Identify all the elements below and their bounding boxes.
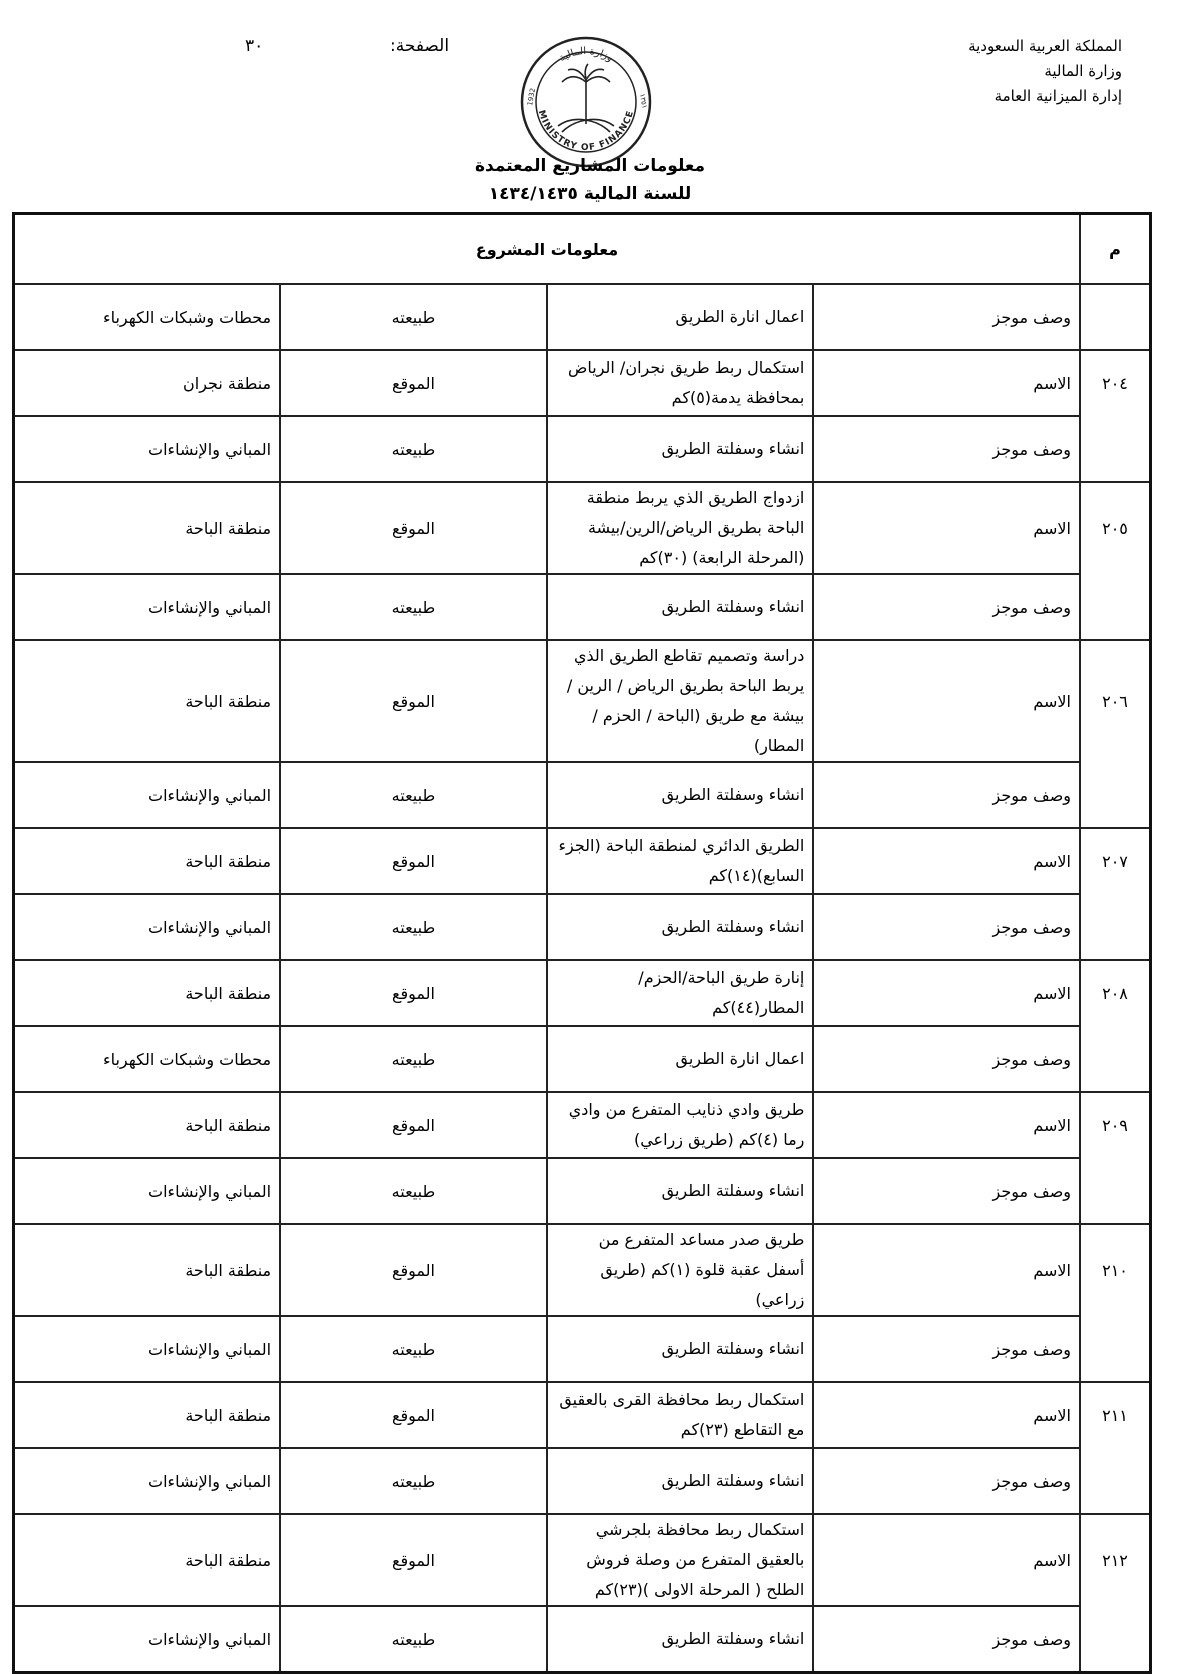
description-label: وصف موجز	[813, 416, 1080, 482]
project-location: منطقة الباحة	[14, 1092, 281, 1158]
project-location: منطقة الباحة	[14, 960, 281, 1026]
row-number-cell	[1080, 762, 1151, 828]
row-number-cell	[1080, 894, 1151, 960]
page-number: ٣٠	[245, 36, 264, 56]
table-row	[14, 960, 1151, 1026]
location-label: الموقع	[280, 350, 547, 416]
project-description: انشاء وسفلتة الطريق	[547, 1448, 814, 1514]
description-label: وصف موجز	[813, 762, 1080, 828]
project-description: انشاء وسفلتة الطريق	[547, 1316, 814, 1382]
project-nature: المباني والإنشاءات	[14, 1606, 281, 1673]
project-description: اعمال انارة الطريق	[547, 1026, 814, 1092]
description-label: وصف موجز	[813, 1026, 1080, 1092]
nature-label: طبيعته	[280, 1158, 547, 1224]
table-row	[14, 284, 1151, 350]
project-location: منطقة الباحة	[14, 1382, 281, 1448]
project-description: انشاء وسفلتة الطريق	[547, 1158, 814, 1224]
nature-label: طبيعته	[280, 574, 547, 640]
row-number-cell	[1080, 1606, 1151, 1673]
location-label: الموقع	[280, 482, 547, 574]
project-number: ٢١١	[1080, 1382, 1151, 1448]
nature-label: طبيعته	[280, 1026, 547, 1092]
project-nature: المباني والإنشاءات	[14, 762, 281, 828]
nature-label: طبيعته	[280, 416, 547, 482]
project-location: منطقة الباحة	[14, 828, 281, 894]
project-location: منطقة الباحة	[14, 640, 281, 762]
description-label: وصف موجز	[813, 1316, 1080, 1382]
table-row	[14, 1224, 1151, 1316]
project-nature: المباني والإنشاءات	[14, 1316, 281, 1382]
project-number: ٢٠٤	[1080, 350, 1151, 416]
table-row	[14, 482, 1151, 574]
project-nature: المباني والإنشاءات	[14, 894, 281, 960]
table-row	[14, 828, 1151, 894]
name-label: الاسم	[813, 960, 1080, 1026]
column-header-number: م	[1080, 214, 1151, 285]
row-number-cell	[1080, 416, 1151, 482]
column-header-project-info: معلومات المشروع	[14, 214, 1081, 285]
project-nature: محطات وشبكات الكهرباء	[14, 1026, 281, 1092]
project-nature: المباني والإنشاءات	[14, 416, 281, 482]
project-number: ٢٠٨	[1080, 960, 1151, 1026]
name-label: الاسم	[813, 350, 1080, 416]
table-row	[14, 640, 1151, 762]
table-row	[14, 574, 1151, 640]
name-label: الاسم	[813, 1382, 1080, 1448]
project-number: ٢٠٩	[1080, 1092, 1151, 1158]
table-row	[14, 1448, 1151, 1514]
project-description: انشاء وسفلتة الطريق	[547, 762, 814, 828]
row-number-cell	[1080, 1026, 1151, 1092]
projects-table	[12, 212, 1152, 1674]
table-row	[14, 762, 1151, 828]
project-name: إنارة طريق الباحة/الحزم/المطار(٤٤)كم	[547, 960, 814, 1026]
name-label: الاسم	[813, 1514, 1080, 1606]
table-row	[14, 416, 1151, 482]
project-nature: المباني والإنشاءات	[14, 574, 281, 640]
location-label: الموقع	[280, 1224, 547, 1316]
table-row	[14, 1158, 1151, 1224]
nature-label: طبيعته	[280, 894, 547, 960]
row-number-cell	[1080, 1316, 1151, 1382]
project-description: انشاء وسفلتة الطريق	[547, 894, 814, 960]
location-label: الموقع	[280, 960, 547, 1026]
project-name: طريق صدر مساعد المتفرع من أسفل عقبة قلوة (١)كم (طريق زراعي)	[547, 1224, 814, 1316]
project-number: ٢٠٧	[1080, 828, 1151, 894]
seal-year-right: ١٣٥١	[638, 92, 649, 110]
table-row	[14, 1606, 1151, 1673]
nature-label: طبيعته	[280, 284, 547, 350]
description-label: وصف موجز	[813, 1606, 1080, 1673]
project-number: ٢١٢	[1080, 1514, 1151, 1606]
nature-label: طبيعته	[280, 1606, 547, 1673]
nature-label: طبيعته	[280, 762, 547, 828]
row-number-cell	[1080, 1448, 1151, 1514]
project-name: طريق وادي ذنايب المتفرع من وادي رما (٤)كم (طريق زراعي)	[547, 1092, 814, 1158]
location-label: الموقع	[280, 1514, 547, 1606]
name-label: الاسم	[813, 828, 1080, 894]
location-label: الموقع	[280, 828, 547, 894]
project-name: استكمال ربط محافظة القرى بالعقيق مع التقاطع (٢٣)كم	[547, 1382, 814, 1448]
kingdom-name: المملكة العربية السعودية	[968, 37, 1122, 55]
project-number: ٢٠٦	[1080, 640, 1151, 762]
project-nature: المباني والإنشاءات	[14, 1158, 281, 1224]
name-label: الاسم	[813, 1092, 1080, 1158]
page-label: الصفحة:	[390, 36, 450, 56]
department-name: إدارة الميزانية العامة	[994, 87, 1122, 105]
name-label: الاسم	[813, 1224, 1080, 1316]
ministry-of-finance-seal	[518, 34, 654, 170]
project-number: ٢٠٥	[1080, 482, 1151, 574]
nature-label: طبيعته	[280, 1448, 547, 1514]
table-row	[14, 1316, 1151, 1382]
project-location: منطقة نجران	[14, 350, 281, 416]
seal-arabic-text: وزارة المالية	[557, 45, 615, 65]
project-description: انشاء وسفلتة الطريق	[547, 416, 814, 482]
title-line-2: للسنة المالية ١٤٣٤/١٤٣٥	[488, 184, 692, 204]
description-label: وصف موجز	[813, 574, 1080, 640]
svg-text:وزارة المالية	[557, 46, 614, 64]
project-location: منطقة الباحة	[14, 1514, 281, 1606]
nature-value: محطات وشبكات الكهرباء	[14, 284, 281, 350]
description-value: اعمال انارة الطريق	[547, 284, 814, 350]
table-row	[14, 1092, 1151, 1158]
description-label: وصف موجز	[813, 1158, 1080, 1224]
project-nature: المباني والإنشاءات	[14, 1448, 281, 1514]
project-number: ٢١٠	[1080, 1224, 1151, 1316]
document-title	[0, 152, 1200, 208]
location-label: الموقع	[280, 1382, 547, 1448]
description-label: وصف موجز	[813, 1448, 1080, 1514]
location-label: الموقع	[280, 640, 547, 762]
project-name: دراسة وتصميم تقاطع الطريق الذي يربط الباحة بطريق الرياض / الرين / بيشة مع طريق (الباحة / الحزم / المطار)	[547, 640, 814, 762]
nature-label: طبيعته	[280, 1316, 547, 1382]
issuer-block	[862, 34, 1122, 109]
ministry-name: وزارة المالية	[1044, 62, 1122, 80]
seal-year-left: 1932	[526, 87, 538, 107]
name-label: الاسم	[813, 482, 1080, 574]
table-row	[14, 350, 1151, 416]
table-header-row	[14, 214, 1151, 285]
project-description: انشاء وسفلتة الطريق	[547, 1606, 814, 1673]
project-location: منطقة الباحة	[14, 482, 281, 574]
row-number-cell	[1080, 284, 1151, 350]
project-location: منطقة الباحة	[14, 1224, 281, 1316]
seal-ring-text: MINISTRY OF FINANCE	[535, 109, 637, 154]
row-number-cell	[1080, 1158, 1151, 1224]
name-label: الاسم	[813, 640, 1080, 762]
project-name: ازدواج الطريق الذي يربط منطقة الباحة بطريق الرياض/الرين/بيشة (المرحلة الرابعة) (٣٠)كم	[547, 482, 814, 574]
row-number-cell	[1080, 574, 1151, 640]
project-name: الطريق الدائري لمنطقة الباحة (الجزء السابع)(١٤)كم	[547, 828, 814, 894]
description-label: وصف موجز	[813, 284, 1080, 350]
title-line-1: معلومات المشاريع المعتمدة	[474, 156, 705, 176]
description-label: وصف موجز	[813, 894, 1080, 960]
table-row	[14, 1514, 1151, 1606]
palm-and-swords-emblem	[558, 64, 614, 132]
table-row	[14, 1382, 1151, 1448]
table-row	[14, 894, 1151, 960]
table-row	[14, 1026, 1151, 1092]
project-name: استكمال ربط طريق نجران/ الرياض بمحافظة يدمة(٥)كم	[547, 350, 814, 416]
location-label: الموقع	[280, 1092, 547, 1158]
project-name: استكمال ربط محافظة بلجرشي بالعقيق المتفرع من وصلة فروش الطلح ( المرحلة الاولى )(٢٣)كم	[547, 1514, 814, 1606]
project-description: انشاء وسفلتة الطريق	[547, 574, 814, 640]
